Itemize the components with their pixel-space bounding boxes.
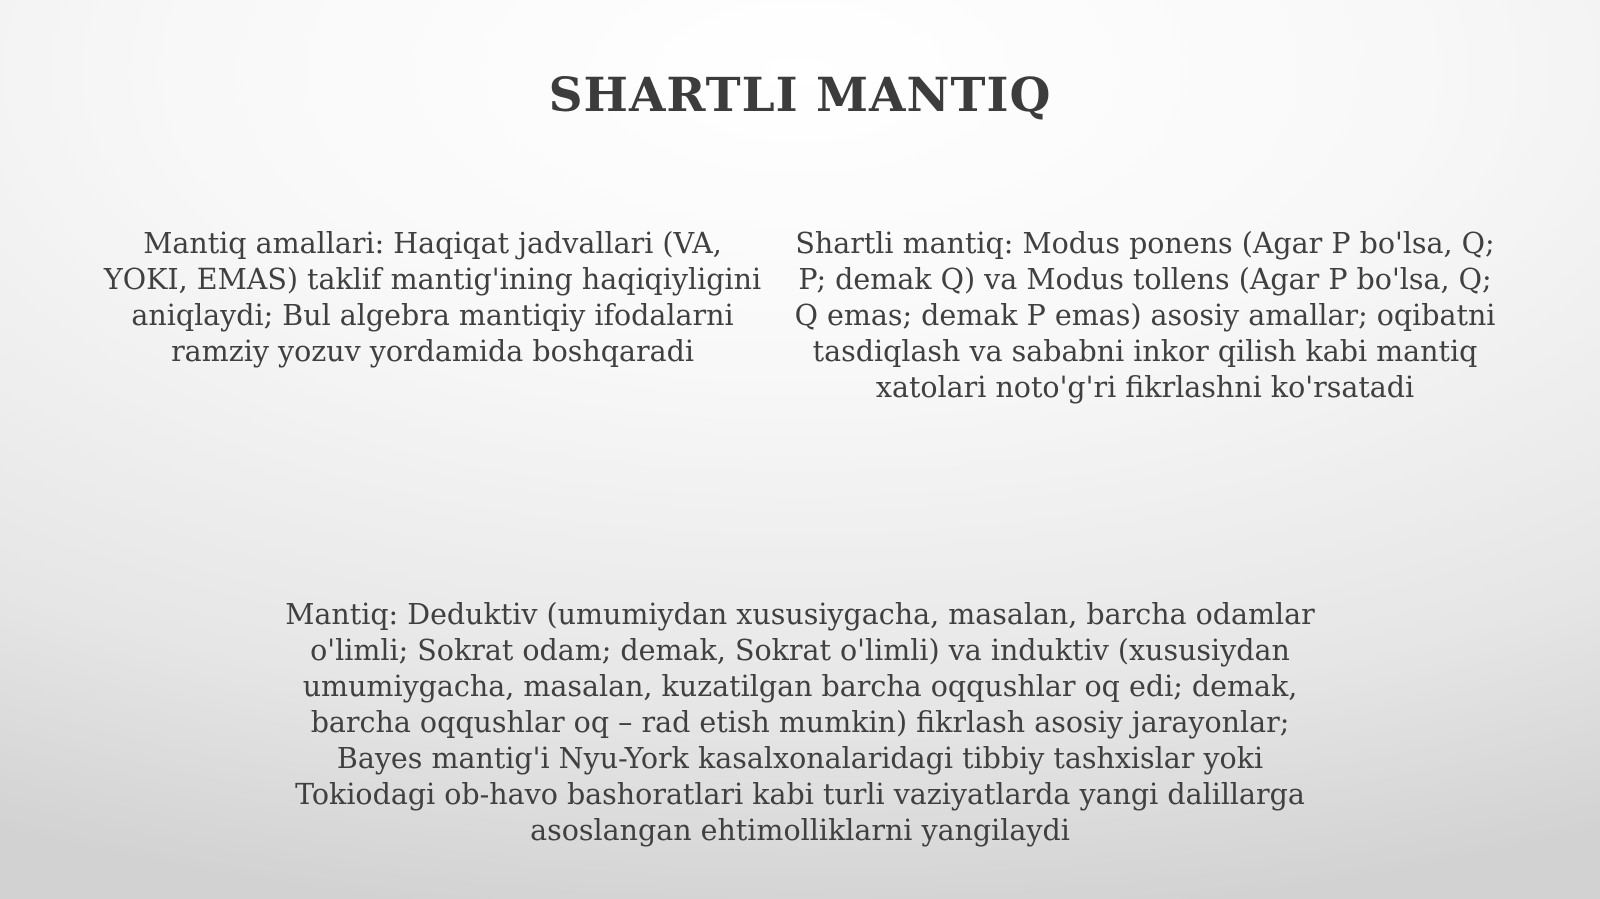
slide-title: SHARTLI MANTIQ bbox=[548, 68, 1052, 123]
logic-operations-text: Mantiq amallari: Haqiqat jadvallari (VA, YOKI, EMAS) taklif mantig'ining haqiqiyligini aniqlaydi; Bul algebra mantiqiy ifodalarni ramziy yozuv yordamida boshqaradi bbox=[103, 227, 762, 368]
conditional-logic-text: Shartli mantiq: Modus ponens (Agar P bo'lsa, Q; P; demak Q) va Modus tollens (Agar P bo'lsa, Q; Q emas; demak P emas) asosiy amallar; oqibatni tasdiqlash va sababni inkor qilish kabi mantiq xatolari noto'g'ri fikrlashni ko'rsatadi bbox=[794, 227, 1496, 404]
reasoning-types-text: Mantiq: Deduktiv (umumiydan xususiygacha, masalan, barcha odamlar o'limli; Sokrat odam; demak, Sokrat o'limli) va induktiv (xususiydan umumiygacha, masalan, kuzatilgan barcha oqqushlar oq edi; demak, barcha oqqushlar oq – rad etish mumkin) fikrlash asosiy jarayonlar; Bayes mantig'i Nyu-York kasalxonalaridagi tibbiy tashxislar yoki Tokiodagi ob-havo bashoratlari kabi turli vaziyatlarda yangi dalillarga asoslangan ehtimolliklarni yangilaydi bbox=[285, 598, 1315, 847]
